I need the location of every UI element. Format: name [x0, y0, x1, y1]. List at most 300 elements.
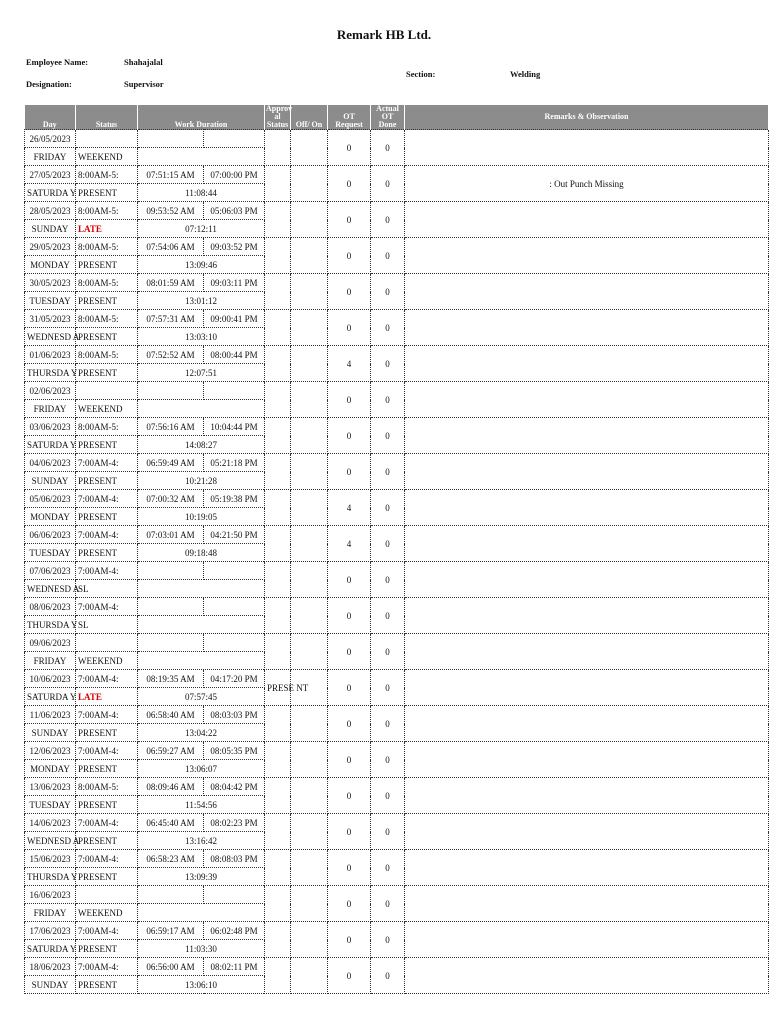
shift-cell: 8:00AM-5: [76, 310, 138, 328]
out-time-cell: 07:00:00 PM [204, 166, 265, 184]
duration-cell: 13:09:46 [138, 256, 265, 274]
out-time-cell [204, 598, 265, 616]
table-row [25, 346, 769, 364]
remarks-cell [405, 742, 769, 778]
day-name-cell: WEDNESD A [25, 580, 76, 598]
shift-cell: 8:00AM-5: [76, 166, 138, 184]
col-off-on-header: Off/ On [291, 105, 328, 130]
remarks-cell [405, 130, 769, 166]
approval-status-cell [265, 202, 291, 238]
out-time-cell: 08:02:11 PM [204, 958, 265, 976]
in-time-cell: 09:53:52 AM [138, 202, 204, 220]
day-name-cell: FRIDAY [25, 904, 76, 922]
off-on-cell [291, 274, 328, 310]
in-time-cell: 07:56:16 AM [138, 418, 204, 436]
status-cell: PRESENT [76, 796, 138, 814]
actual-ot-cell: 0 [371, 166, 405, 202]
duration-cell [138, 148, 265, 166]
ot-request-cell: 0 [328, 706, 371, 742]
remarks-cell: : Out Punch Missing [405, 166, 769, 202]
actual-ot-cell: 0 [371, 562, 405, 598]
ot-request-cell: 0 [328, 598, 371, 634]
remarks-cell [405, 490, 769, 526]
shift-cell: 8:00AM-5: [76, 238, 138, 256]
status-cell: WEEKEND [76, 400, 138, 418]
actual-ot-cell: 0 [371, 598, 405, 634]
date-cell: 02/06/2023 [25, 382, 76, 400]
shift-cell: 7:00AM-4: [76, 490, 138, 508]
actual-ot-cell: 0 [371, 346, 405, 382]
approval-status-cell [265, 526, 291, 562]
duration-cell: 09:18:48 [138, 544, 265, 562]
out-time-cell: 04:17:20 PM [204, 670, 265, 688]
designation-label: Designation: [26, 79, 72, 89]
remarks-cell [405, 706, 769, 742]
day-name-cell: MONDAY [25, 760, 76, 778]
actual-ot-cell: 0 [371, 454, 405, 490]
out-time-cell: 05:19:38 PM [204, 490, 265, 508]
table-row [25, 850, 769, 868]
date-cell: 07/06/2023 [25, 562, 76, 580]
ot-request-cell: 0 [328, 958, 371, 994]
actual-ot-cell: 0 [371, 238, 405, 274]
in-time-cell [138, 382, 204, 400]
actual-ot-cell: 0 [371, 778, 405, 814]
approval-status-cell [265, 958, 291, 994]
table-row [25, 670, 769, 688]
remarks-cell [405, 346, 769, 382]
status-cell: PRESENT [76, 544, 138, 562]
day-name-cell: SUNDAY [25, 220, 76, 238]
remarks-cell [405, 202, 769, 238]
shift-cell: 7:00AM-4: [76, 670, 138, 688]
day-name-cell: TUESDAY [25, 544, 76, 562]
day-name-cell: SUNDAY [25, 472, 76, 490]
remarks-cell [405, 850, 769, 886]
approval-status-cell [265, 922, 291, 958]
duration-cell: 13:01:12 [138, 292, 265, 310]
date-cell: 31/05/2023 [25, 310, 76, 328]
off-on-cell [291, 418, 328, 454]
approval-status-cell [265, 130, 291, 166]
approval-status-cell [265, 886, 291, 922]
status-cell: LATE [76, 220, 138, 238]
in-time-cell: 06:59:27 AM [138, 742, 204, 760]
status-cell: PRESENT [76, 292, 138, 310]
status-cell: LATE [76, 688, 138, 706]
date-cell: 09/06/2023 [25, 634, 76, 652]
shift-cell: 7:00AM-4: [76, 526, 138, 544]
off-on-cell [291, 814, 328, 850]
shift-cell [76, 634, 138, 652]
approval-status-cell [265, 274, 291, 310]
off-on-cell [291, 238, 328, 274]
status-cell: PRESENT [76, 868, 138, 886]
shift-cell: 8:00AM-5: [76, 346, 138, 364]
table-row [25, 634, 769, 652]
off-on-cell [291, 166, 328, 202]
date-cell: 11/06/2023 [25, 706, 76, 724]
day-name-cell: MONDAY [25, 508, 76, 526]
off-on-cell [291, 598, 328, 634]
duration-cell: 11:03:30 [138, 940, 265, 958]
day-name-cell: SATURDA Y [25, 688, 76, 706]
shift-cell: 8:00AM-5: [76, 202, 138, 220]
day-name-cell: WEDNESD A [25, 832, 76, 850]
date-cell: 16/06/2023 [25, 886, 76, 904]
section-value: Welding [510, 69, 541, 79]
ot-request-cell: 0 [328, 130, 371, 166]
in-time-cell [138, 562, 204, 580]
report-title: Remark HB Ltd. [336, 27, 432, 42]
remarks-cell [405, 814, 769, 850]
shift-cell [76, 886, 138, 904]
ot-request-cell: 0 [328, 310, 371, 346]
in-time-cell: 07:54:06 AM [138, 238, 204, 256]
off-on-cell [291, 886, 328, 922]
table-row [25, 166, 769, 184]
day-name-cell: THURSDA Y [25, 364, 76, 382]
date-cell: 26/05/2023 [25, 130, 76, 148]
in-time-cell: 07:00:32 AM [138, 490, 204, 508]
off-on-cell [291, 130, 328, 166]
remarks-cell [405, 670, 769, 706]
in-time-cell: 08:09:46 AM [138, 778, 204, 796]
out-time-cell [204, 562, 265, 580]
off-on-cell [291, 958, 328, 994]
actual-ot-cell: 0 [371, 706, 405, 742]
approval-status-cell [265, 382, 291, 418]
off-on-cell [291, 202, 328, 238]
status-cell: PRESENT [76, 256, 138, 274]
remarks-cell [405, 634, 769, 670]
status-cell: PRESENT [76, 940, 138, 958]
employee-name-label: Employee Name: [26, 57, 89, 67]
shift-cell: 7:00AM-4: [76, 814, 138, 832]
table-row [25, 778, 769, 796]
status-cell: SL [76, 580, 138, 598]
status-cell: PRESENT [76, 436, 138, 454]
out-time-cell: 05:21:18 PM [204, 454, 265, 472]
day-name-cell: SUNDAY [25, 976, 76, 994]
ot-request-cell: 0 [328, 562, 371, 598]
table-row [25, 706, 769, 724]
day-name-cell: FRIDAY [25, 148, 76, 166]
table-row [25, 238, 769, 256]
out-time-cell: 08:03:03 PM [204, 706, 265, 724]
ot-request-cell: 4 [328, 346, 371, 382]
date-cell: 06/06/2023 [25, 526, 76, 544]
shift-cell: 7:00AM-4: [76, 454, 138, 472]
duration-cell [138, 400, 265, 418]
actual-ot-cell: 0 [371, 742, 405, 778]
status-cell: WEEKEND [76, 652, 138, 670]
day-name-cell: THURSDA Y [25, 868, 76, 886]
duration-cell [138, 652, 265, 670]
duration-cell: 13:09:39 [138, 868, 265, 886]
off-on-cell [291, 490, 328, 526]
date-cell: 13/06/2023 [25, 778, 76, 796]
col-work-duration-header: Work Duration [138, 105, 265, 130]
remarks-cell [405, 598, 769, 634]
shift-cell: 7:00AM-4: [76, 850, 138, 868]
date-cell: 30/05/2023 [25, 274, 76, 292]
out-time-cell: 06:02:48 PM [204, 922, 265, 940]
shift-cell: 8:00AM-5: [76, 778, 138, 796]
table-row [25, 130, 769, 148]
approval-status-cell [265, 238, 291, 274]
actual-ot-cell: 0 [371, 850, 405, 886]
out-time-cell [204, 130, 265, 148]
approval-status-cell [265, 310, 291, 346]
in-time-cell: 06:56:00 AM [138, 958, 204, 976]
duration-cell: 12:07:51 [138, 364, 265, 382]
off-on-cell [291, 526, 328, 562]
remarks-cell [405, 418, 769, 454]
date-cell: 18/06/2023 [25, 958, 76, 976]
in-time-cell: 08:19:35 AM [138, 670, 204, 688]
actual-ot-cell: 0 [371, 958, 405, 994]
date-cell: 08/06/2023 [25, 598, 76, 616]
approval-status-cell [265, 850, 291, 886]
status-cell: PRESENT [76, 364, 138, 382]
out-time-cell: 08:08:03 PM [204, 850, 265, 868]
date-cell: 29/05/2023 [25, 238, 76, 256]
off-on-cell [291, 922, 328, 958]
approval-status-cell: PRESE NT [265, 670, 291, 706]
shift-cell: 7:00AM-4: [76, 706, 138, 724]
ot-request-cell: 0 [328, 274, 371, 310]
date-cell: 17/06/2023 [25, 922, 76, 940]
in-time-cell [138, 634, 204, 652]
shift-cell: 7:00AM-4: [76, 598, 138, 616]
actual-ot-cell: 0 [371, 814, 405, 850]
table-row [25, 958, 769, 976]
actual-ot-cell: 0 [371, 886, 405, 922]
col-approval-status-header: Approv al Status [266, 104, 293, 129]
table-row [25, 922, 769, 940]
actual-ot-cell: 0 [371, 130, 405, 166]
remarks-cell [405, 274, 769, 310]
ot-request-cell: 0 [328, 634, 371, 670]
shift-cell: 8:00AM-5: [76, 418, 138, 436]
shift-cell: 7:00AM-4: [76, 958, 138, 976]
in-time-cell: 07:52:52 AM [138, 346, 204, 364]
day-name-cell: WEDNESD A [25, 328, 76, 346]
section-label: Section: [406, 69, 436, 79]
in-time-cell: 08:01:59 AM [138, 274, 204, 292]
table-row [25, 310, 769, 328]
remarks-cell [405, 886, 769, 922]
date-cell: 28/05/2023 [25, 202, 76, 220]
employee-name-value: Shahajalal [124, 57, 163, 67]
remarks-cell [405, 958, 769, 994]
approval-status-cell [265, 490, 291, 526]
approval-status-cell [265, 454, 291, 490]
shift-cell [76, 130, 138, 148]
actual-ot-cell: 0 [371, 922, 405, 958]
ot-request-cell: 0 [328, 418, 371, 454]
off-on-cell [291, 706, 328, 742]
shift-cell: 7:00AM-4: [76, 742, 138, 760]
table-row [25, 562, 769, 580]
ot-request-cell: 0 [328, 814, 371, 850]
table-row [25, 274, 769, 292]
remarks-cell [405, 562, 769, 598]
in-time-cell: 07:51:15 AM [138, 166, 204, 184]
approval-status-cell [265, 742, 291, 778]
table-row [25, 202, 769, 220]
duration-cell: 07:12:11 [138, 220, 265, 238]
ot-request-cell: 0 [328, 202, 371, 238]
day-name-cell: TUESDAY [25, 292, 76, 310]
shift-cell [76, 382, 138, 400]
out-time-cell: 09:03:52 PM [204, 238, 265, 256]
in-time-cell: 07:57:31 AM [138, 310, 204, 328]
day-name-cell: SATURDA Y [25, 436, 76, 454]
duration-cell [138, 580, 265, 598]
actual-ot-cell: 0 [371, 202, 405, 238]
status-cell: PRESENT [76, 472, 138, 490]
actual-ot-cell: 0 [371, 418, 405, 454]
ot-request-cell: 0 [328, 742, 371, 778]
date-cell: 10/06/2023 [25, 670, 76, 688]
approval-status-cell [265, 814, 291, 850]
duration-cell: 10:21:28 [138, 472, 265, 490]
date-cell: 04/06/2023 [25, 454, 76, 472]
actual-ot-cell: 0 [371, 526, 405, 562]
status-cell: WEEKEND [76, 148, 138, 166]
actual-ot-cell: 0 [371, 382, 405, 418]
off-on-cell [291, 454, 328, 490]
approval-status-cell [265, 634, 291, 670]
off-on-cell [291, 346, 328, 382]
in-time-cell [138, 130, 204, 148]
ot-request-cell: 0 [328, 382, 371, 418]
in-time-cell: 06:45:40 AM [138, 814, 204, 832]
actual-ot-cell: 0 [371, 490, 405, 526]
day-name-cell: TUESDAY [25, 796, 76, 814]
out-time-cell [204, 634, 265, 652]
off-on-cell [291, 850, 328, 886]
table-row [25, 382, 769, 400]
ot-request-cell: 0 [328, 670, 371, 706]
table-row [25, 598, 769, 616]
ot-request-cell: 0 [328, 454, 371, 490]
actual-ot-cell: 0 [371, 670, 405, 706]
duration-cell: 14:08:27 [138, 436, 265, 454]
off-on-cell [291, 742, 328, 778]
day-name-cell: FRIDAY [25, 400, 76, 418]
shift-cell: 7:00AM-4: [76, 562, 138, 580]
date-cell: 01/06/2023 [25, 346, 76, 364]
approval-status-cell [265, 598, 291, 634]
out-time-cell: 08:02:23 PM [204, 814, 265, 832]
actual-ot-cell: 0 [371, 634, 405, 670]
approval-status-cell [265, 562, 291, 598]
table-row [25, 814, 769, 832]
duration-cell: 13:16:42 [138, 832, 265, 850]
off-on-cell [291, 382, 328, 418]
day-name-cell: SATURDA Y [25, 940, 76, 958]
approval-status-cell [265, 346, 291, 382]
status-cell: PRESENT [76, 724, 138, 742]
out-time-cell: 08:04:42 PM [204, 778, 265, 796]
day-name-cell: THURSDA Y [25, 616, 76, 634]
date-cell: 15/06/2023 [25, 850, 76, 868]
day-name-cell: SUNDAY [25, 724, 76, 742]
designation-value: Supervisor [124, 79, 164, 89]
day-name-cell: SATURDA Y [25, 184, 76, 202]
status-cell: WEEKEND [76, 904, 138, 922]
col-status-header: Status [76, 105, 138, 130]
duration-cell: 07:57:45 [138, 688, 265, 706]
table-row [25, 886, 769, 904]
day-name-cell: FRIDAY [25, 652, 76, 670]
ot-request-cell: 4 [328, 490, 371, 526]
approval-status-cell [265, 706, 291, 742]
off-on-cell [291, 634, 328, 670]
table-row [25, 454, 769, 472]
out-time-cell: 05:06:03 PM [204, 202, 265, 220]
attendance-table [24, 105, 769, 994]
off-on-cell [291, 562, 328, 598]
remarks-cell [405, 526, 769, 562]
duration-cell: 10:19:05 [138, 508, 265, 526]
col-actual-ot-header: Actual OT Done [371, 105, 405, 130]
in-time-cell [138, 598, 204, 616]
actual-ot-cell: 0 [371, 310, 405, 346]
status-cell: PRESENT [76, 760, 138, 778]
table-row [25, 418, 769, 436]
remarks-cell [405, 238, 769, 274]
ot-request-cell: 0 [328, 238, 371, 274]
status-cell: SL [76, 616, 138, 634]
out-time-cell [204, 382, 265, 400]
day-name-cell: MONDAY [25, 256, 76, 274]
in-time-cell [138, 886, 204, 904]
approval-status-cell [265, 166, 291, 202]
date-cell: 05/06/2023 [25, 490, 76, 508]
ot-request-cell: 0 [328, 922, 371, 958]
out-time-cell: 09:00:41 PM [204, 310, 265, 328]
duration-cell: 11:54:56 [138, 796, 265, 814]
ot-request-cell: 0 [328, 886, 371, 922]
remarks-cell [405, 310, 769, 346]
out-time-cell [204, 886, 265, 904]
approval-status-cell [265, 418, 291, 454]
table-row [25, 742, 769, 760]
duration-cell: 11:08:44 [138, 184, 265, 202]
out-time-cell: 10:04:44 PM [204, 418, 265, 436]
in-time-cell: 07:03:01 AM [138, 526, 204, 544]
date-cell: 03/06/2023 [25, 418, 76, 436]
out-time-cell: 04:21:50 PM [204, 526, 265, 544]
date-cell: 27/05/2023 [25, 166, 76, 184]
shift-cell: 7:00AM-4: [76, 922, 138, 940]
shift-cell: 8:00AM-5: [76, 274, 138, 292]
ot-request-cell: 4 [328, 526, 371, 562]
duration-cell: 13:03:10 [138, 328, 265, 346]
duration-cell: 13:04:22 [138, 724, 265, 742]
remarks-cell [405, 382, 769, 418]
approval-status-cell [265, 778, 291, 814]
duration-cell: 13:06:10 [138, 976, 265, 994]
status-cell: PRESENT [76, 976, 138, 994]
date-cell: 14/06/2023 [25, 814, 76, 832]
remarks-cell [405, 778, 769, 814]
ot-request-cell: 0 [328, 778, 371, 814]
